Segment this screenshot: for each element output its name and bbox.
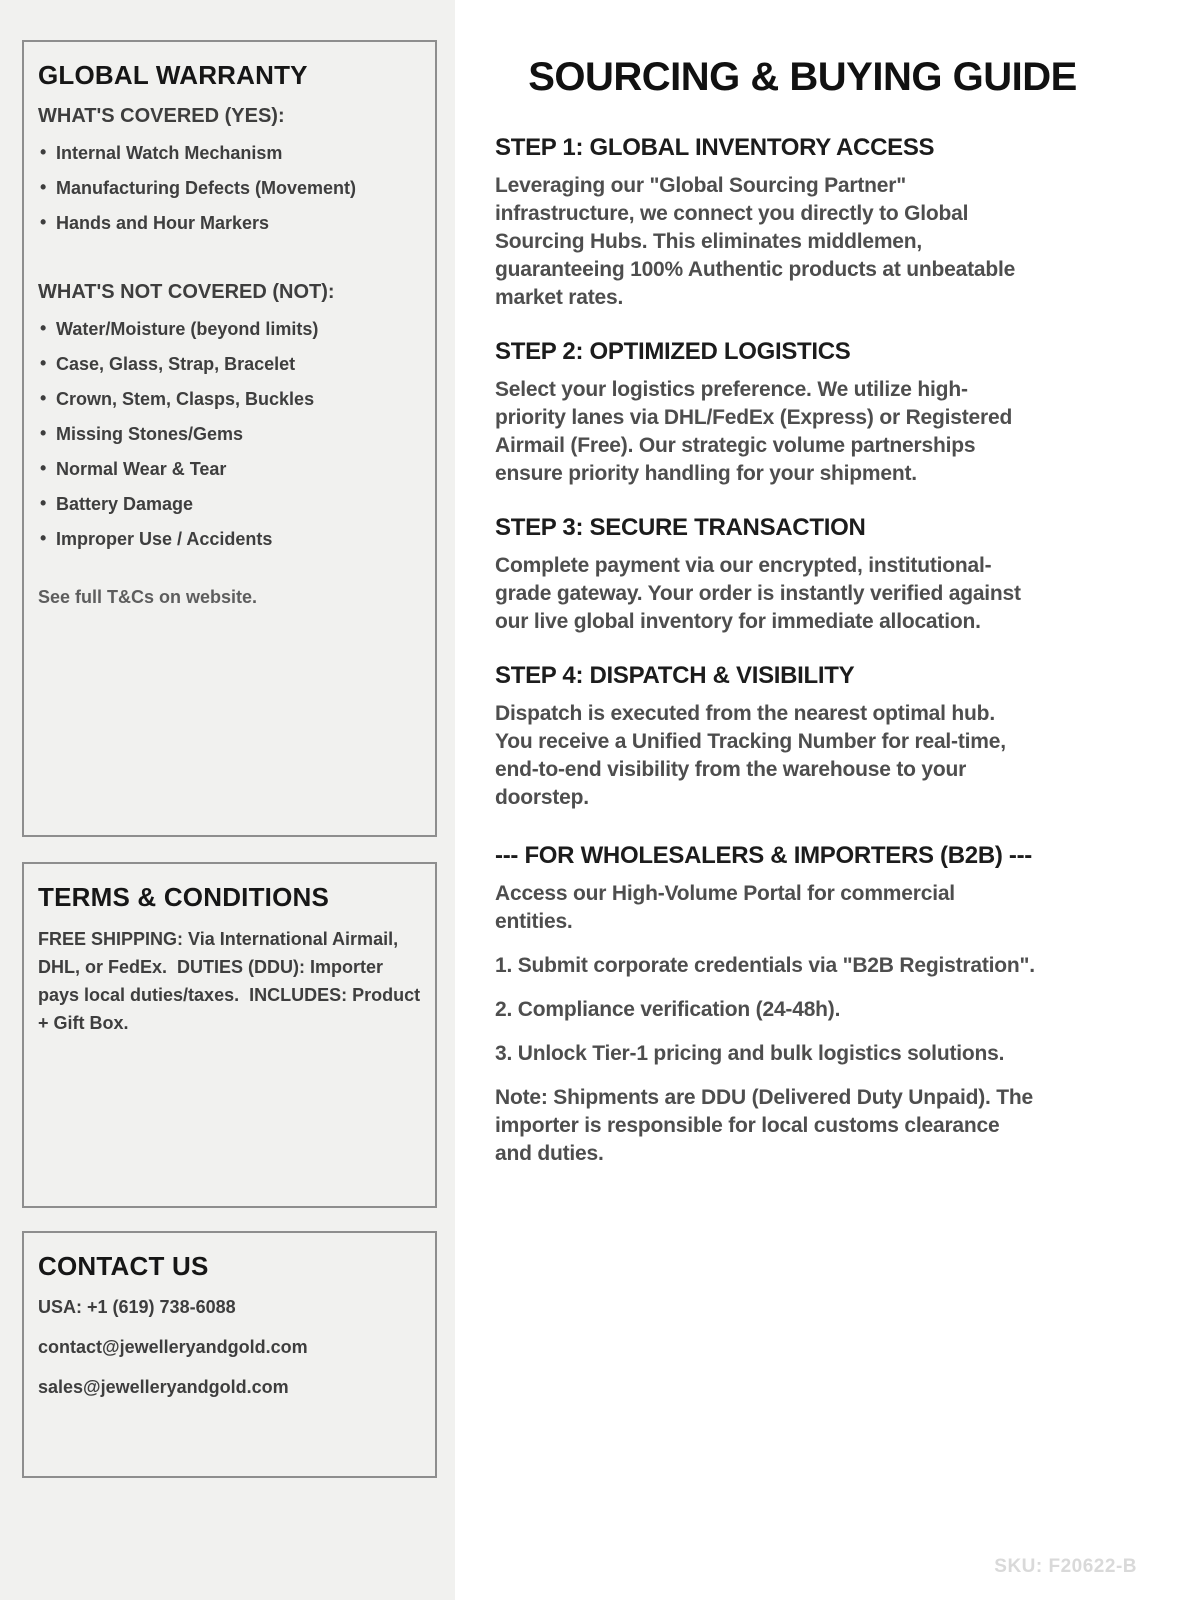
not-covered-list-item: • Case, Glass, Strap, Bracelet [38, 354, 421, 374]
step-heading: STEP 3: SECURE TRANSACTION [495, 514, 866, 541]
warranty-footnote: See full T&Cs on website. [38, 587, 258, 607]
not-covered-list-item: • Missing Stones/Gems [38, 424, 421, 444]
step-block [495, 662, 1110, 812]
step-block [495, 338, 1110, 488]
b2b-paragraphs [495, 880, 1110, 1068]
step-body: Select your logistics preference. We utilize high-priority lanes via DHL/FedEx (Express) or Registered Airmail (Free). Our strategic volume partnerships ensure priority handling for your shipment. [495, 378, 1013, 485]
step-body: Dispatch is executed from the nearest optimal hub. You receive a Unified Tracking Number for real-time, end-to-end visibility from the warehouse to your doorstep. [495, 702, 1006, 809]
sidebar [0, 0, 455, 1600]
b2b-paragraph: 2. Compliance verification (24-48h). [495, 998, 841, 1021]
steps-list [495, 134, 1110, 812]
terms-box [22, 862, 437, 1208]
contact-email: contact@jewelleryandgold.com [38, 1337, 308, 1357]
step-heading: STEP 2: OPTIMIZED LOGISTICS [495, 338, 851, 365]
b2b-paragraph: 3. Unlock Tier-1 pricing and bulk logistics solutions. [495, 1042, 1005, 1065]
b2b-paragraph: Access our High-Volume Portal for commercial entities. [495, 882, 955, 933]
step-body: Leveraging our "Global Sourcing Partner" infrastructure, we connect you directly to Global Sourcing Hubs. This eliminates middlemen, guaranteeing 100% Authentic products at unbeatable market rates. [495, 174, 1016, 309]
b2b-section [495, 842, 1110, 1168]
contact-title: CONTACT US [38, 1251, 209, 1281]
b2b-paragraph: 1. Submit corporate credentials via "B2B Registration". [495, 954, 1035, 977]
not-covered-list [38, 319, 421, 549]
covered-list-item: • Internal Watch Mechanism [38, 143, 421, 163]
covered-list-item: • Manufacturing Defects (Movement) [38, 178, 421, 198]
terms-title: TERMS & CONDITIONS [38, 882, 330, 912]
step-heading: STEP 1: GLOBAL INVENTORY ACCESS [495, 134, 935, 161]
contact-box [22, 1231, 437, 1478]
global-warranty-box [22, 40, 437, 837]
covered-heading: WHAT'S COVERED (YES): [38, 105, 285, 127]
sales-email: sales@jewelleryandgold.com [38, 1377, 289, 1397]
contact-phone: USA: +1 (619) 738-6088 [38, 1297, 236, 1317]
sku-label: SKU: F20622-B [994, 1556, 1137, 1577]
b2b-heading: --- FOR WHOLESALERS & IMPORTERS (B2B) --- [495, 842, 1032, 869]
page-title: SOURCING & BUYING GUIDE [528, 55, 1077, 99]
ddu-note: Note: Shipments are DDU (Delivered Duty Unpaid). The importer is responsible for local customs clearance and duties. [495, 1086, 1034, 1165]
not-covered-list-item: • Crown, Stem, Clasps, Buckles [38, 389, 421, 409]
covered-list-item: • Hands and Hour Markers [38, 213, 421, 233]
not-covered-list-item: • Battery Damage [38, 494, 421, 514]
step-block [495, 134, 1110, 312]
not-covered-list-item: • Normal Wear & Tear [38, 459, 421, 479]
not-covered-list-item: • Improper Use / Accidents [38, 529, 421, 549]
covered-list [38, 143, 421, 233]
step-block [495, 514, 1110, 636]
step-body: Complete payment via our encrypted, institutional-grade gateway. Your order is instantly verified against our live global inventory for immediate allocation. [495, 554, 1021, 633]
sourcing-guide-section [495, 0, 1110, 1184]
step-heading: STEP 4: DISPATCH & VISIBILITY [495, 662, 855, 689]
not-covered-list-item: • Water/Moisture (beyond limits) [38, 319, 421, 339]
warranty-title: GLOBAL WARRANTY [38, 60, 308, 90]
not-covered-heading: WHAT'S NOT COVERED (NOT): [38, 281, 335, 303]
terms-body: FREE SHIPPING: Via International Airmail, DHL, or FedEx. DUTIES (DDU): Importer pays local duties/taxes. INCLUDES: Product + Gift Box. [38, 929, 426, 1033]
